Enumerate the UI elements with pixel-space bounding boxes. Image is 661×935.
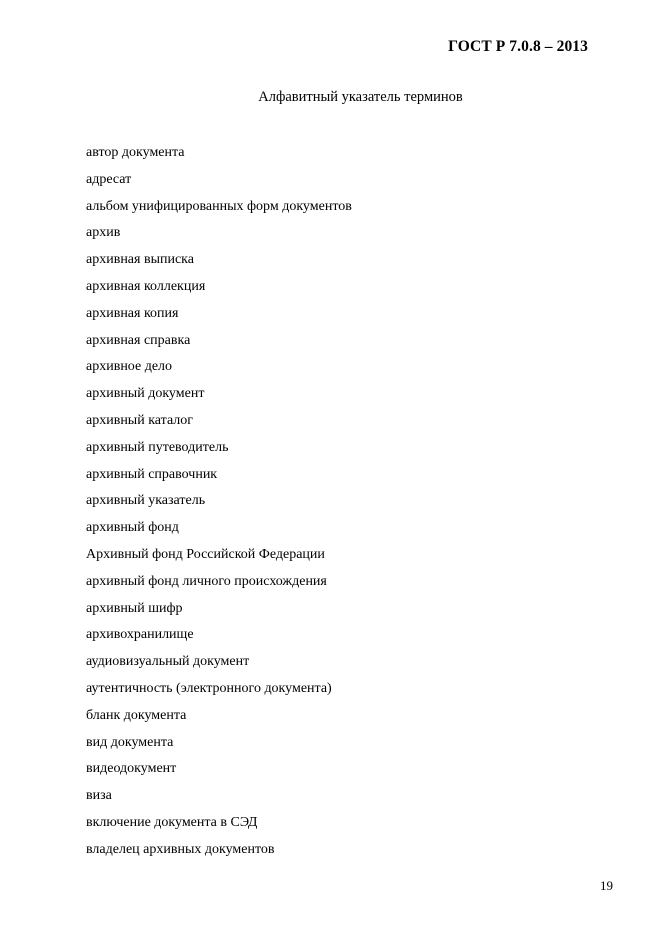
term-item: архивная копия — [86, 305, 179, 321]
term-item: архивный документ — [86, 386, 205, 402]
term-item: аудиовизуальный документ — [86, 654, 250, 670]
term-item: архивохранилище — [86, 627, 194, 643]
term-item: альбом унифицированных форм документов — [86, 198, 352, 214]
term-item: включение документа в СЭД — [86, 814, 258, 830]
term-item: вид документа — [86, 734, 174, 750]
term-item: аутентичность (электронного документа) — [86, 680, 332, 696]
terms-list — [86, 143, 352, 867]
term-item: архивный шифр — [86, 600, 183, 616]
term-item: архивная справка — [86, 332, 191, 348]
term-item: автор документа — [86, 145, 185, 160]
term-item: бланк документа — [86, 707, 187, 723]
term-item: архивный путеводитель — [86, 439, 229, 455]
page-title: Алфавитный указатель терминов — [258, 89, 463, 105]
term-item: владелец архивных документов — [86, 841, 275, 857]
term-item: Архивный фонд Российской Федерации — [86, 546, 325, 562]
term-item: архивный каталог — [86, 412, 194, 428]
term-item: архивный справочник — [86, 466, 218, 482]
term-item: виза — [86, 788, 112, 804]
document-header: ГОСТ Р 7.0.8 – 2013 — [448, 38, 588, 55]
term-item: видеодокумент — [86, 761, 177, 777]
page-number: 19 — [600, 878, 613, 893]
term-item: архивный фонд личного происхождения — [86, 573, 327, 589]
term-item: архивное дело — [86, 359, 173, 375]
term-item: архивная выписка — [86, 252, 194, 268]
term-item: архив — [86, 225, 121, 241]
term-item: архивная коллекция — [86, 278, 206, 294]
term-item: архивный фонд — [86, 520, 179, 536]
term-item: архивный указатель — [86, 493, 206, 509]
term-item: адресат — [86, 171, 132, 187]
